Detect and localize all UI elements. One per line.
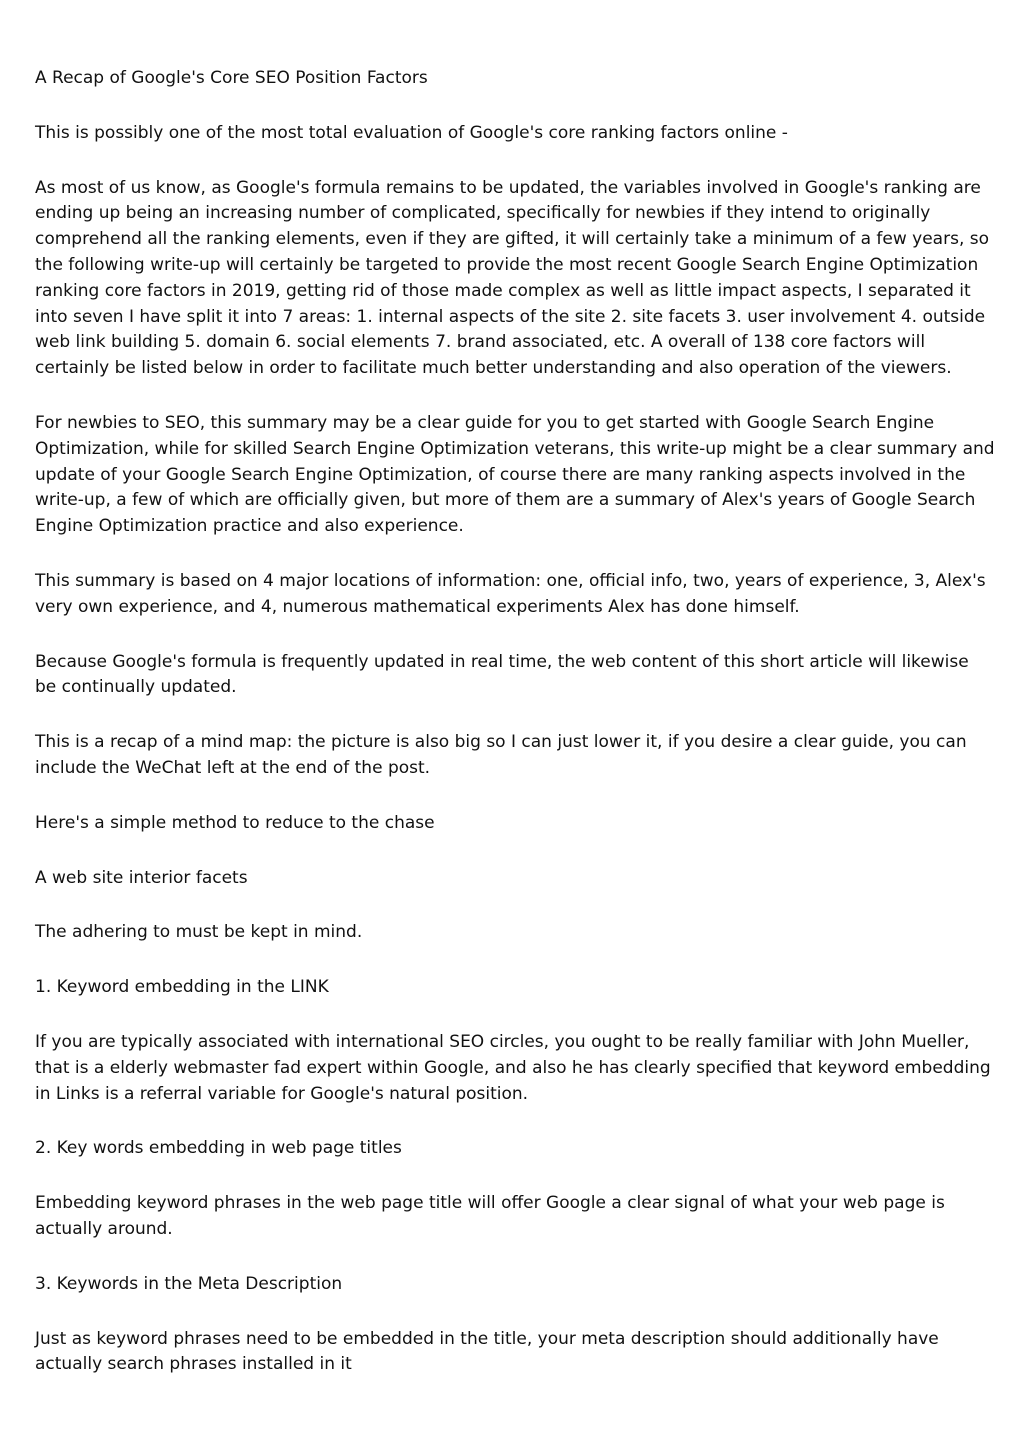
body-paragraph: Embedding keyword phrases in the web page title will offer Google a clear signal of what your web page is actually around. (35, 1193, 945, 1239)
body-paragraph: The adhering to must be kept in mind. (35, 922, 363, 943)
body-paragraph: Here's a simple method to reduce to the chase (35, 812, 435, 833)
factor-heading: 2. Key words embedding in web page titles (35, 1138, 402, 1159)
section-heading: A web site interior facets (35, 867, 248, 888)
body-paragraph: This summary is based on 4 major locations of information: one, official info, two, years of experience, 3, Alex's very own experience, and 4, numerous mathematical experiments Alex has done himself. (35, 570, 986, 617)
document-page (35, 66, 995, 1407)
body-paragraph: Because Google's formula is frequently updated in real time, the web content of this short article will likewise be continually updated. (35, 651, 969, 698)
factor-heading: 3. Keywords in the Meta Description (35, 1273, 343, 1294)
body-paragraph: For newbies to SEO, this summary may be a clear guide for you to get started with Google Search Engine Optimization, while for skilled Search Engine Optimization veterans, this write-up might be a clear summary and update of your Google Search Engine Optimization, of course there are many ranking aspects involved in the write-up, a few of which are officially given, but more of them are a summary of Alex's years of Google Search Engine Optimization practice and also experience. (35, 412, 995, 537)
body-paragraph: Just as keyword phrases need to be embedded in the title, your meta description should additionally have actually search phrases installed in it (35, 1328, 939, 1375)
body-paragraph: As most of us know, as Google's formula remains to be updated, the variables involved in Google's ranking are ending up being an increasing number of complicated, specifically for newbies if they intend to originally comprehend all the ranking elements, even if they are gifted, it will certainly take a minimum of a few years, so the following write-up will certainly be targeted to provide the most recent Google Search Engine Optimization ranking core factors in 2019, getting rid of those made complex as well as little impact aspects, I separated it into seven I have split it into 7 areas: 1. internal aspects of the site 2. site facets 3. user involvement 4. outside web link building 5. domain 6. social elements 7. brand associated, etc. A overall of 138 core factors will certainly be listed below in order to facilitate much better understanding and also operation of the viewers. (35, 177, 990, 379)
factor-heading: 1. Keyword embedding in the LINK (35, 977, 329, 998)
intro-paragraph: This is possibly one of the most total evaluation of Google's core ranking factors online - (35, 122, 788, 143)
body-paragraph: If you are typically associated with international SEO circles, you ought to be really familiar with John Mueller, that is a elderly webmaster fad expert within Google, and also he has clearly specified that keyword embedding in Links is a referral variable for Google's natural position. (35, 1031, 991, 1104)
body-paragraph: This is a recap of a mind map: the picture is also big so I can just lower it, if you desire a clear guide, you can include the WeChat left at the end of the post. (35, 732, 967, 778)
document-title: A Recap of Google's Core SEO Position Factors (35, 68, 428, 88)
